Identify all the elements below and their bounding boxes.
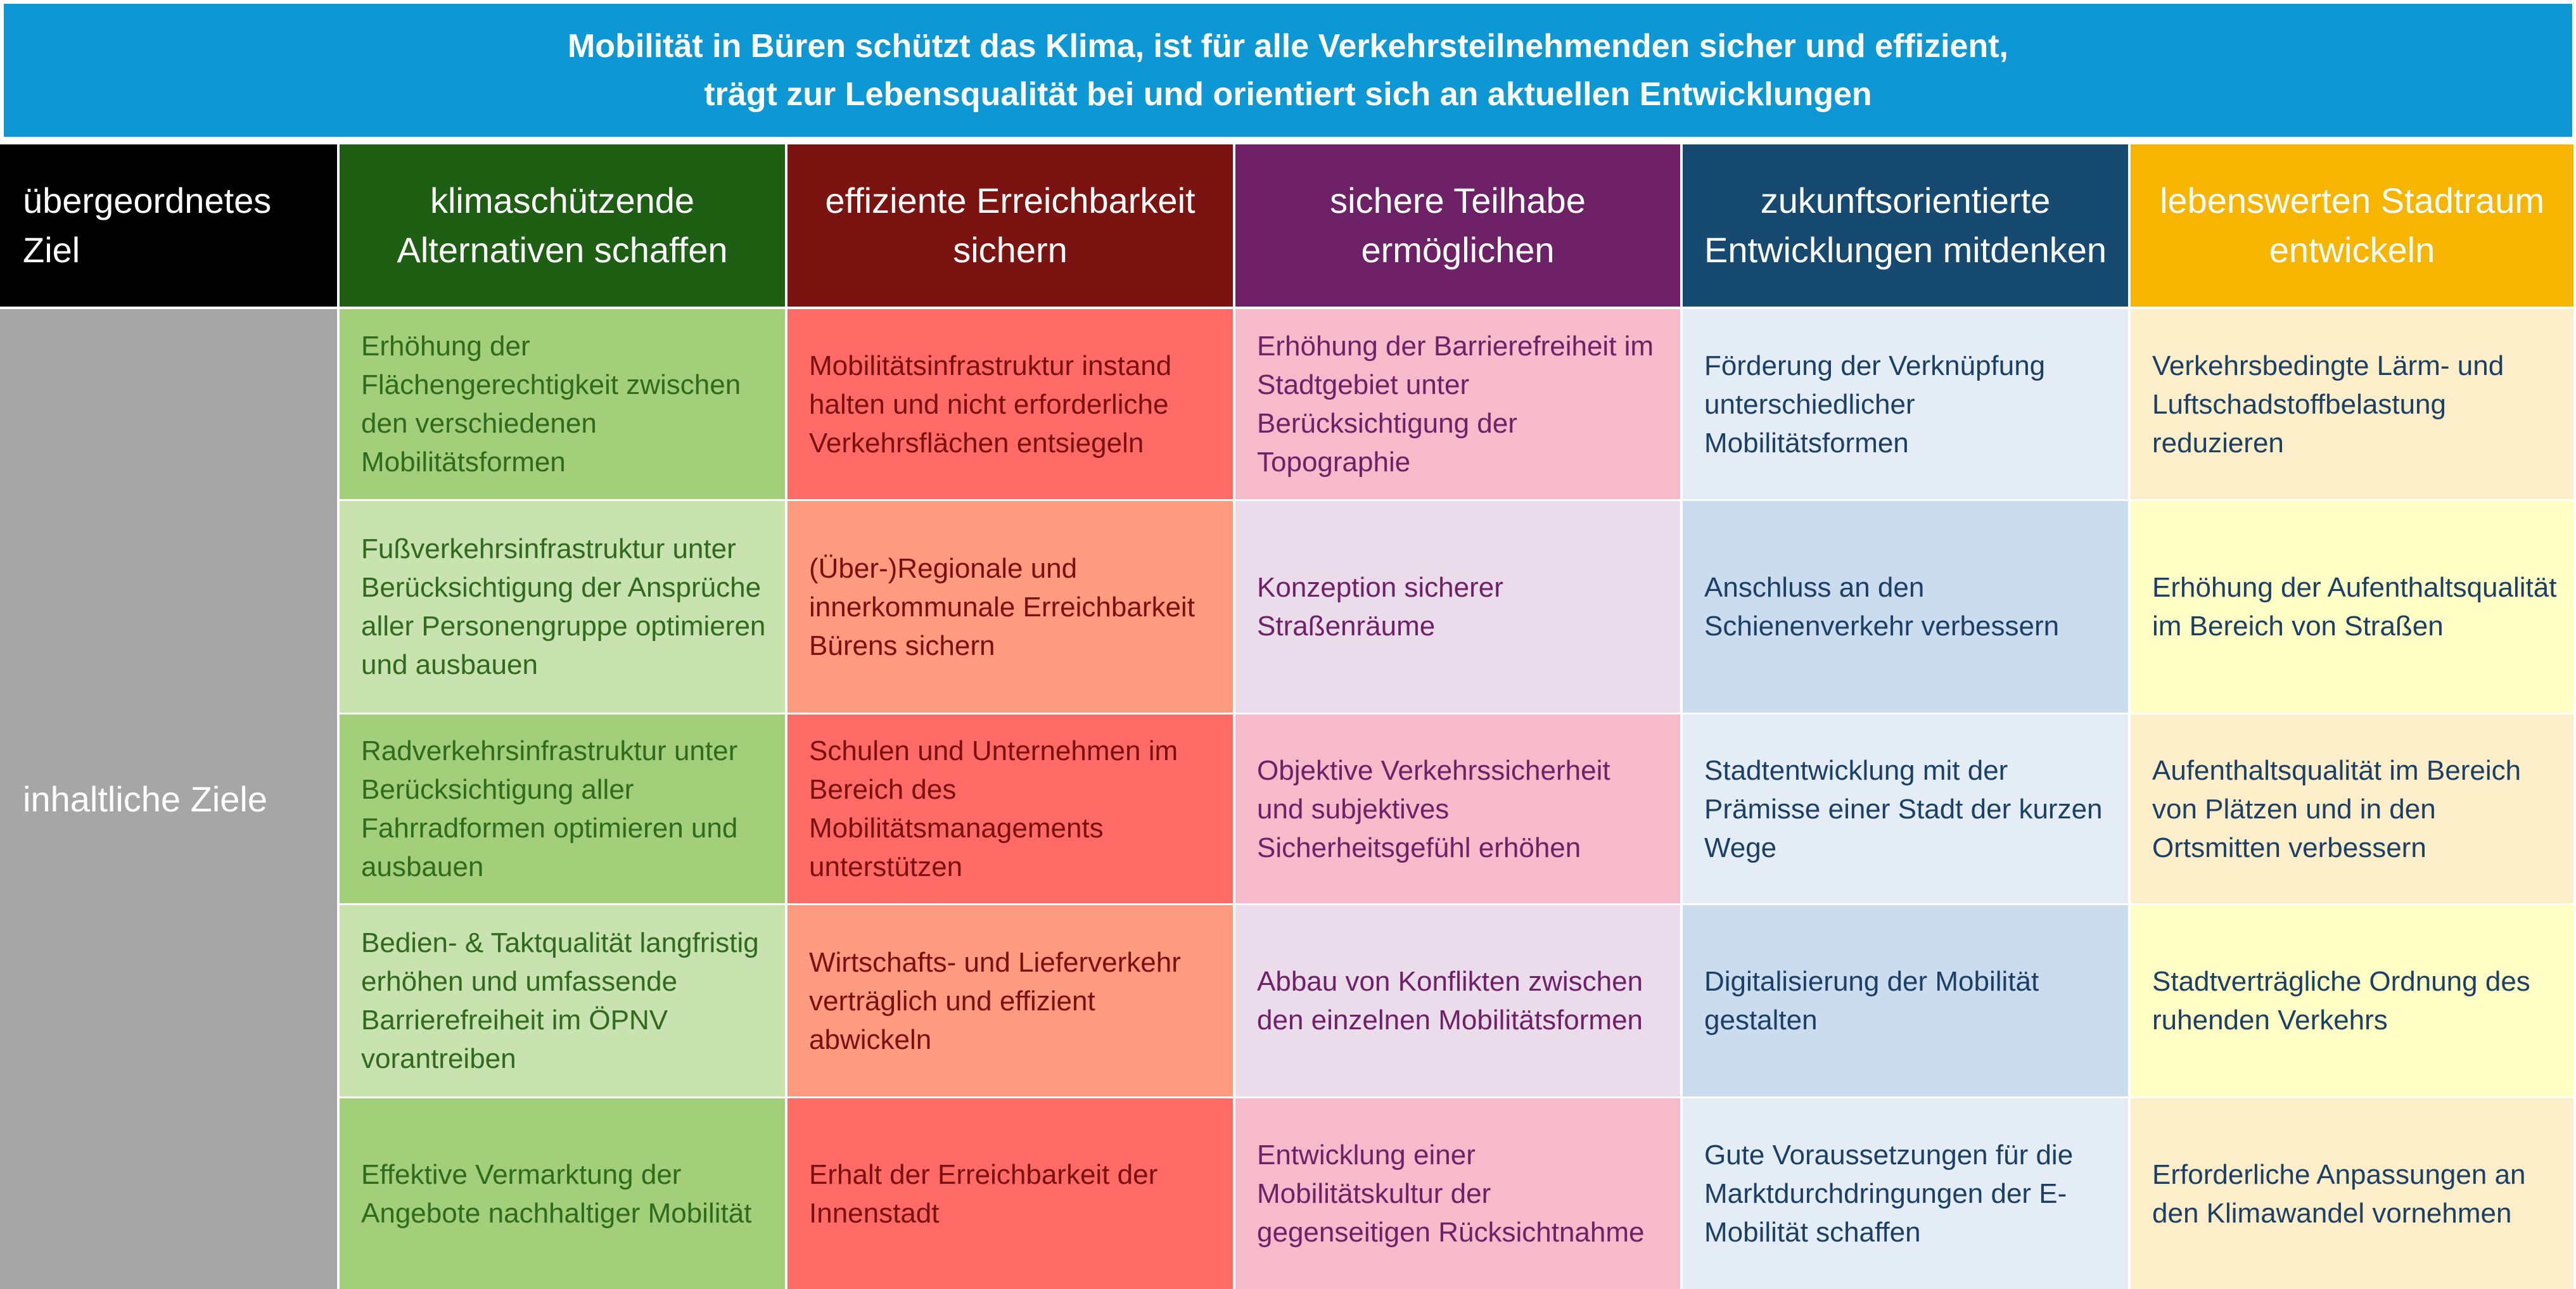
header-row-label bbox=[0, 144, 337, 307]
goal-cell bbox=[340, 309, 785, 499]
goal-text: (Über-)Regionale und innerkommunale Erreichbarkeit Bürens sichern bbox=[809, 552, 1195, 661]
goal-cell bbox=[1683, 501, 2128, 713]
goal-text: Wirtschafts- und Lieferverkehr verträglich und effizient abwickeln bbox=[809, 946, 1181, 1055]
goal-text: Gute Voraussetzungen für die Marktdurchdringungen der E-Mobilität schaffen bbox=[1704, 1140, 2074, 1248]
goal-text: Erhalt der Erreichbarkeit der Innenstadt bbox=[809, 1159, 1158, 1229]
goal-text: Erhöhung der Barrierefreiheit im Stadtgebiet unter Berücksichtigung der Topographie bbox=[1257, 331, 1654, 478]
goal-text: Konzeption sicherer Straßenräume bbox=[1257, 572, 1503, 642]
column-header-text: zukunftsorientierte Entwicklungen mitdenken bbox=[1704, 181, 2107, 270]
side-label-text: inhaltliche Ziele bbox=[23, 778, 267, 819]
goal-cell bbox=[2131, 714, 2573, 903]
title-line-1: Mobilität in Büren schützt das Klima, ist für alle Verkehrsteilnehmenden sicher und effizient, bbox=[567, 28, 2008, 65]
column-header-text: effiziente Erreichbarkeit sichern bbox=[825, 181, 1196, 270]
goal-cell bbox=[2131, 905, 2573, 1096]
goal-cell bbox=[787, 501, 1233, 713]
goal-cell bbox=[2131, 309, 2573, 499]
goal-text: Erforderliche Anpassungen an den Klimawandel vornehmen bbox=[2152, 1159, 2526, 1229]
goal-text: Entwicklung einer Mobilitätskultur der gegenseitigen Rücksichtnahme bbox=[1257, 1140, 1645, 1248]
goal-cell bbox=[787, 905, 1233, 1096]
goal-cell bbox=[1235, 1098, 1680, 1289]
goal-text: Mobilitätsinfrastruktur instand halten und nicht erforderliche Verkehrsflächen entsiegeln bbox=[809, 350, 1172, 459]
goal-cell bbox=[340, 905, 785, 1096]
objectives-table bbox=[0, 144, 2576, 1289]
goal-text: Stadtverträgliche Ordnung des ruhenden Verkehrs bbox=[2152, 966, 2530, 1036]
goal-text: Digitalisierung der Mobilität gestalten bbox=[1704, 966, 2039, 1036]
column-header-5 bbox=[2131, 144, 2573, 307]
side-label-inhaltliche-ziele bbox=[0, 309, 337, 1289]
goal-text: Stadtentwicklung mit der Prämisse einer Stadt der kurzen Wege bbox=[1704, 754, 2103, 863]
goal-cell bbox=[340, 501, 785, 713]
goal-cell bbox=[1683, 309, 2128, 499]
goal-cell bbox=[340, 1098, 785, 1289]
goal-cell bbox=[1235, 905, 1680, 1096]
column-header-2 bbox=[787, 144, 1233, 307]
goal-cell bbox=[1235, 501, 1680, 713]
goal-cell bbox=[1235, 714, 1680, 903]
title-banner bbox=[4, 4, 2572, 137]
header-row-label-text: übergeordnetes Ziel bbox=[23, 181, 272, 270]
goal-cell bbox=[1683, 1098, 2128, 1289]
goal-cell bbox=[787, 1098, 1233, 1289]
goal-text: Erhöhung der Aufenthaltsqualität im Bereich von Straßen bbox=[2152, 572, 2557, 642]
goal-text: Radverkehrsinfrastruktur unter Berücksichtigung aller Fahrradformen optimieren und ausbauen bbox=[361, 735, 738, 882]
goal-text: Objektive Verkehrssicherheit und subjektives Sicherheitsgefühl erhöhen bbox=[1257, 754, 1610, 863]
goal-cell bbox=[340, 714, 785, 903]
goal-cell bbox=[787, 714, 1233, 903]
goal-cell bbox=[1235, 309, 1680, 499]
column-header-text: klimaschützende Alternativen schaffen bbox=[397, 181, 728, 270]
goal-text: Erhöhung der Flächengerechtigkeit zwischen den verschiedenen Mobilitätsformen bbox=[361, 331, 741, 478]
column-header-4 bbox=[1683, 144, 2128, 307]
goal-text: Fußverkehrsinfrastruktur unter Berücksichtigung der Ansprüche aller Personengruppe optimieren und ausbauen bbox=[361, 533, 766, 680]
goal-cell bbox=[2131, 501, 2573, 713]
column-header-text: sichere Teilhabe ermöglichen bbox=[1330, 181, 1586, 270]
goal-cell bbox=[1683, 905, 2128, 1096]
goal-text: Effektive Vermarktung der Angebote nachhaltiger Mobilität bbox=[361, 1159, 752, 1229]
goal-text: Förderung der Verknüpfung unterschiedlicher Mobilitätsformen bbox=[1704, 350, 2046, 459]
goal-cell bbox=[2131, 1098, 2573, 1289]
goal-text: Anschluss an den Schienenverkehr verbessern bbox=[1704, 572, 2060, 642]
column-header-3 bbox=[1235, 144, 1680, 307]
goal-text: Schulen und Unternehmen im Bereich des Mobilitätsmanagements unterstützen bbox=[809, 735, 1178, 882]
goal-cell bbox=[1683, 714, 2128, 903]
goal-cell bbox=[787, 309, 1233, 499]
goal-text: Aufenthaltsqualität im Bereich von Plätzen und in den Ortsmitten verbessern bbox=[2152, 754, 2522, 863]
goal-text: Verkehrsbedingte Lärm- und Luftschadstoffbelastung reduzieren bbox=[2152, 350, 2504, 459]
column-header-text: lebenswerten Stadtraum entwickeln bbox=[2159, 181, 2544, 270]
goal-text: Abbau von Konflikten zwischen den einzelnen Mobilitätsformen bbox=[1257, 966, 1643, 1036]
goal-text: Bedien- & Taktqualität langfristig erhöhen und umfassende Barrierefreiheit im ÖPNV vorantreiben bbox=[361, 927, 759, 1074]
title-line-2: trägt zur Lebensqualität bei und orientiert sich an aktuellen Entwicklungen bbox=[704, 76, 1872, 113]
column-header-1 bbox=[340, 144, 785, 307]
